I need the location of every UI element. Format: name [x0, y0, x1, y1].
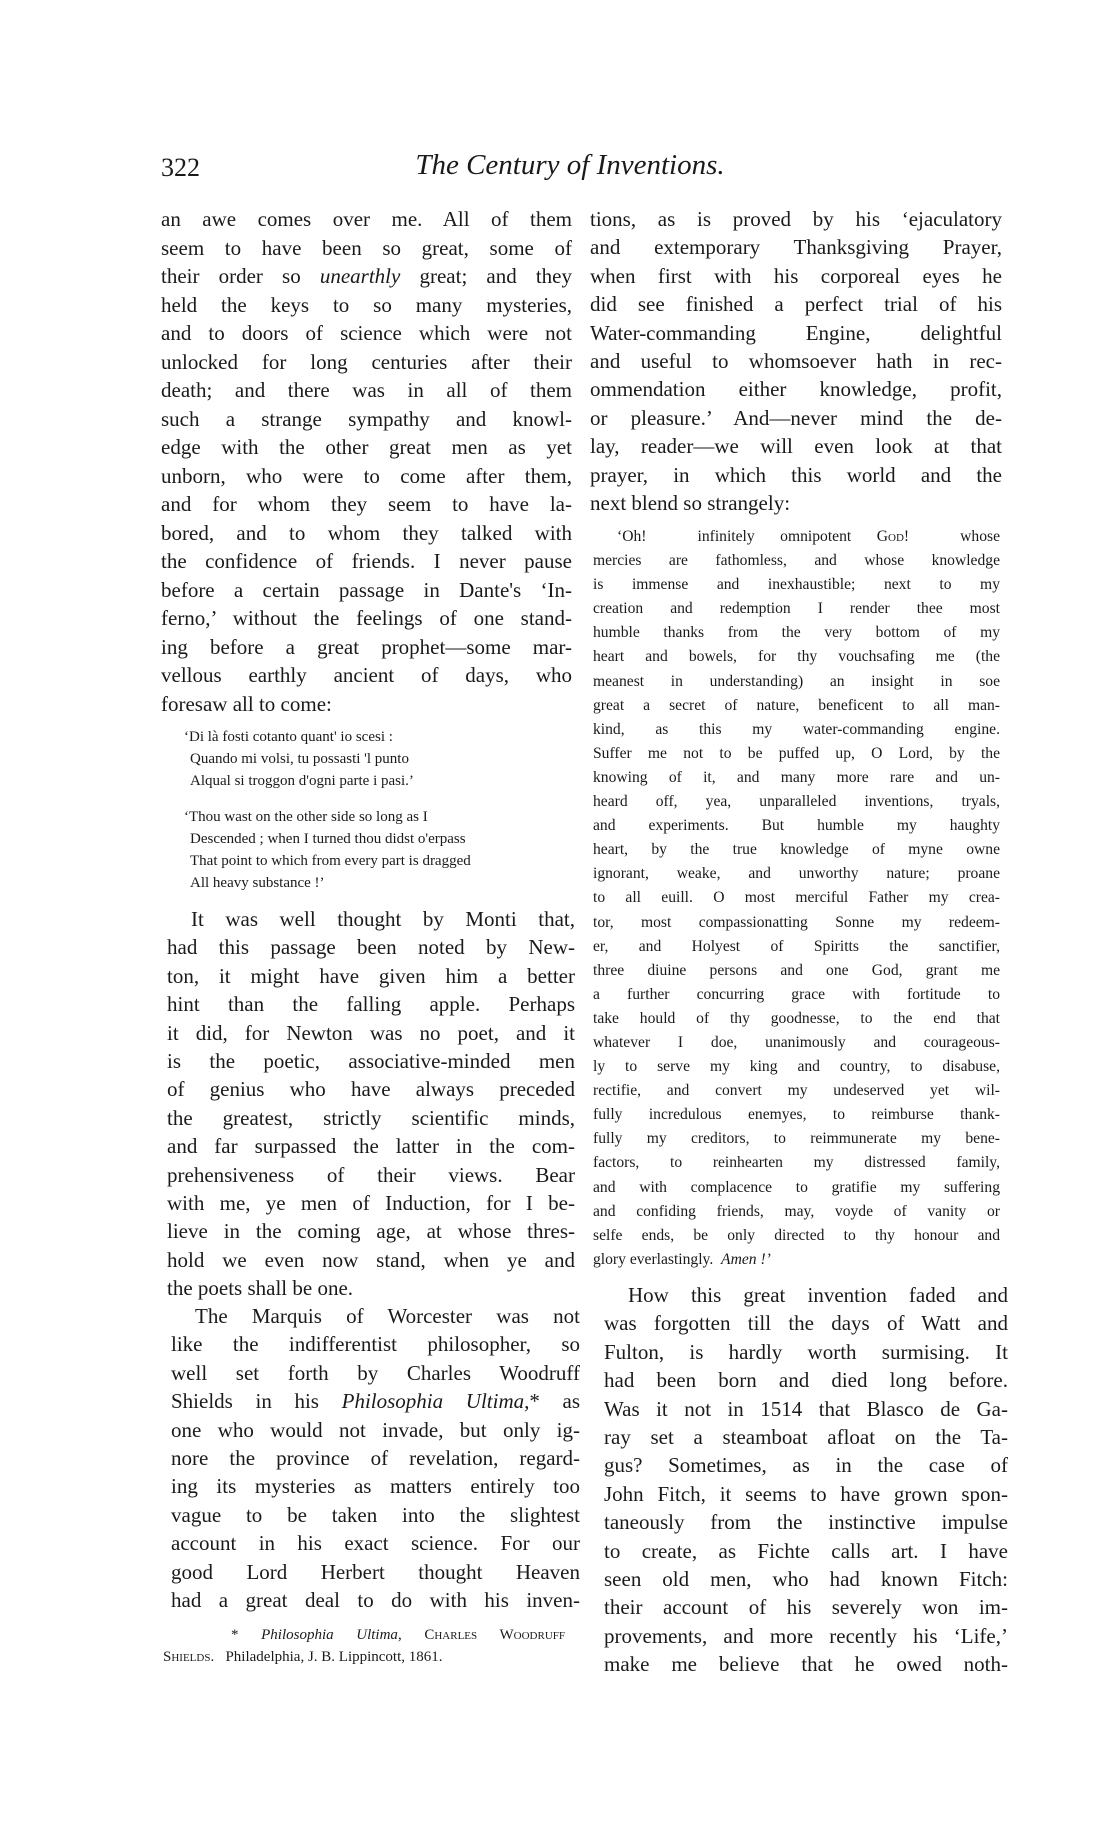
- text-line: That point to which from every part is dragged: [190, 853, 471, 869]
- text-segment: ! whose: [903, 528, 1000, 545]
- text-line: three diuine persons and one God, grant me: [593, 961, 1000, 979]
- text-segment: great; and they: [400, 264, 572, 288]
- text-line: It was well thought by Monti that,: [191, 907, 575, 931]
- italic-text: unearthly: [319, 264, 401, 288]
- text-line: factors, to reinhearten my distressed family,: [593, 1154, 1000, 1172]
- text-segment: glory everlastingly.: [593, 1250, 722, 1268]
- text-line: great a secret of nature, beneficent to all man-: [593, 696, 1000, 714]
- text-line: good Lord Herbert thought Heaven: [171, 1559, 580, 1584]
- italic-text: Amen !’: [721, 1250, 771, 1268]
- text-line: before a certain passage in Dante's ‘In-: [161, 577, 572, 602]
- text-line: did see finished a perfect trial of his: [590, 292, 1002, 317]
- text-segment: * as: [529, 1389, 580, 1414]
- text-line: How this great invention faded and: [628, 1283, 1008, 1307]
- text-line: to create, as Fichte calls art. I have: [604, 1538, 1008, 1563]
- text-line: All heavy substance !’: [190, 875, 325, 891]
- text-line: and for whom they seem to have la-: [161, 492, 572, 516]
- text-segment: Philadelphia, J. B. Lippincott, 1861.: [214, 1649, 443, 1665]
- text-segment: ‘Oh! infinitely omnipotent: [617, 528, 877, 545]
- text-line: the confidence of friends. I never pause: [161, 549, 572, 573]
- text-line: such a strange sympathy and knowl-: [161, 406, 572, 431]
- small-caps-text: God: [876, 528, 904, 545]
- right-column-invention-paragraph: [604, 1281, 1008, 1678]
- left-column-marquis-paragraph: [171, 1302, 580, 1614]
- text-line: [161, 262, 572, 291]
- text-line: foresaw all to come:: [161, 691, 332, 716]
- text-line: tor, most compassionatting Sonne my redeem-: [593, 913, 1000, 931]
- text-line: well set forth by Charles Woodruff: [171, 1360, 580, 1385]
- text-line: had this passage been noted by New-: [167, 935, 575, 960]
- text-line: rectifie, and convert my undeserved yet wil-: [593, 1082, 1000, 1100]
- text-line: like the indifferentist philosopher, so: [171, 1332, 580, 1357]
- footnote: [163, 1624, 565, 1668]
- text-line: an awe comes over me. All of them: [161, 207, 572, 231]
- italic-text: Philosophia Ultima,: [341, 1389, 530, 1414]
- text-line: Alqual si troggon d'ogni parte i pasi.’: [190, 773, 414, 789]
- text-line: meanest in understanding) an insight in soe: [593, 672, 1000, 690]
- text-line: their account of his severely won im-: [604, 1595, 1008, 1620]
- text-line: Quando mi volsi, tu possasti 'l punto: [190, 751, 409, 767]
- text-line: and extemporary Thanksgiving Prayer,: [590, 235, 1002, 260]
- text-line: and with complacence to gratifie my suffering: [593, 1178, 1000, 1196]
- text-line: prayer, in which this world and the: [590, 462, 1002, 487]
- text-line: vellous earthly ancient of days, who: [161, 663, 572, 687]
- text-line: when first with his corporeal eyes he: [590, 263, 1002, 288]
- text-line: and far surpassed the latter in the com-: [167, 1134, 575, 1159]
- text-line: next blend so strangely:: [590, 490, 791, 515]
- text-line: the greatest, strictly scientific minds,: [167, 1105, 575, 1130]
- text-line: ing before a great prophet—some mar-: [161, 634, 572, 659]
- text-line: ray set a steamboat afloat on the Ta-: [604, 1424, 1008, 1449]
- text-line: and confiding friends, may, voyde of vanity or: [593, 1202, 1000, 1220]
- small-caps-text: Shields.: [163, 1649, 215, 1665]
- text-line: tions, as is proved by his ‘ejaculatory: [590, 207, 1002, 231]
- text-line: [593, 525, 1000, 549]
- text-line: selfe ends, be only directed to thy honour and: [593, 1226, 1000, 1244]
- text-line: seen old men, who had known Fitch:: [604, 1566, 1008, 1591]
- text-line: fully my creditors, to reimmunerate my bene-: [593, 1130, 1000, 1148]
- text-line: and experiments. But humble my haughty: [593, 817, 1000, 835]
- text-line: gus? Sometimes, as in the case of: [604, 1453, 1008, 1478]
- text-line: ignorant, weake, and unworthy nature; proane: [593, 865, 1000, 883]
- text-line: take hould of thy goodnesse, to the end that: [593, 1009, 1000, 1027]
- text-line: had been born and died long before.: [604, 1368, 1008, 1393]
- text-segment: *: [163, 1627, 262, 1643]
- text-line: whatever I doe, unanimously and courageous-: [593, 1033, 1000, 1051]
- text-line: ly to serve my king and country, to disabuse,: [593, 1058, 1000, 1076]
- text-line: unborn, who were to come after them,: [161, 463, 572, 488]
- text-line: provements, and more recently his ‘Life,’: [604, 1623, 1008, 1648]
- text-line: of genius who have always preceded: [167, 1077, 575, 1102]
- text-segment: their order so: [161, 264, 320, 288]
- text-line: [171, 1387, 580, 1415]
- text-line: and useful to whomsoever hath in rec-: [590, 348, 1002, 373]
- text-line: ‘Thou wast on the other side so long as I: [184, 809, 428, 825]
- text-line: The Marquis of Worcester was not: [195, 1304, 580, 1328]
- dante-italian-quote: [184, 726, 584, 792]
- text-line: heart and bowels, for thy vouchsafing me (the: [593, 648, 1000, 666]
- left-column-monti-paragraph: [167, 905, 575, 1302]
- text-line: Descended ; when I turned thou didst o'erpass: [190, 831, 466, 847]
- text-line: the poets shall be one.: [167, 1276, 354, 1301]
- text-line: kind, as this my water-commanding engine.: [593, 720, 1000, 738]
- text-line: mercies are fathomless, and whose knowledge: [593, 552, 1000, 570]
- text-line: or pleasure.’ And—never mind the de-: [590, 405, 1002, 430]
- text-line: hold we even now stand, when ye and: [167, 1247, 575, 1272]
- text-line: had a great deal to do with his inven-: [171, 1587, 580, 1612]
- right-column-text-top: [590, 205, 1002, 517]
- text-line: [593, 1248, 1000, 1272]
- prayer-quotation: [593, 525, 1000, 1272]
- text-line: a further concurring grace with fortitude to: [593, 985, 1000, 1003]
- page-number: 322: [161, 153, 200, 182]
- text-segment: Shields in his: [171, 1389, 342, 1414]
- text-line: is the poetic, associative-minded men: [167, 1048, 575, 1073]
- small-caps-text: Charles Woodruff: [424, 1627, 565, 1643]
- text-line: was forgotten till the days of Watt and: [604, 1311, 1008, 1336]
- text-line: account in his exact science. For our: [171, 1531, 580, 1556]
- text-line: nore the province of revelation, regard-: [171, 1445, 580, 1470]
- text-line: lieve in the coming age, at whose thres-: [167, 1219, 575, 1244]
- text-line: Suffer me not to be puffed up, O Lord, by the: [593, 744, 1000, 762]
- text-line: ferno,’ without the feelings of one stand-: [161, 606, 572, 630]
- text-line: lay, reader—we will even look at that: [590, 434, 1002, 459]
- running-title: The Century of Inventions.: [415, 149, 725, 181]
- text-line: is immense and inexhaustible; next to my: [593, 576, 1000, 594]
- text-line: one who would not invade, but only ig-: [171, 1417, 580, 1442]
- text-line: [163, 1624, 565, 1646]
- text-line: held the keys to so many mysteries,: [161, 292, 572, 317]
- text-line: with me, ye men of Induction, for I be-: [167, 1190, 575, 1215]
- text-line: edge with the other great men as yet: [161, 435, 572, 459]
- text-line: fully incredulous enemyes, to reimburse thank-: [593, 1106, 1000, 1124]
- text-line: John Fitch, it seems to have grown spon-: [604, 1481, 1008, 1506]
- text-line: humble thanks from the very bottom of my: [593, 624, 1000, 642]
- text-line: ommendation either knowledge, profit,: [590, 377, 1002, 402]
- text-line: prehensiveness of their views. Bear: [167, 1162, 575, 1187]
- text-line: vague to be taken into the slightest: [171, 1502, 580, 1527]
- text-line: ton, it might have given him a better: [167, 963, 575, 988]
- text-line: and to doors of science which were not: [161, 321, 572, 345]
- left-column-text-top: [161, 205, 572, 718]
- text-line: seem to have been so great, some of: [161, 235, 572, 260]
- text-line: hint than the falling apple. Perhaps: [167, 992, 575, 1017]
- dante-english-translation: [184, 806, 584, 894]
- text-line: heard off, yea, unparalleled inventions, tryals,: [593, 793, 1000, 811]
- italic-text: Philosophia Ultima: [261, 1627, 398, 1643]
- text-line: er, and Holyest of Spiritts the sanctifier,: [593, 937, 1000, 955]
- text-line: to all euill. O most merciful Father my crea-: [593, 889, 1000, 907]
- text-line: ‘Di là fosti cotanto quant' io scesi :: [184, 729, 393, 745]
- text-line: make me believe that he owed noth-: [604, 1652, 1008, 1677]
- text-line: death; and there was in all of them: [161, 378, 572, 402]
- text-line: Was it not in 1514 that Blasco de Ga-: [604, 1396, 1008, 1421]
- text-line: creation and redemption I render thee most: [593, 600, 1000, 618]
- text-line: bored, and to whom they talked with: [161, 520, 572, 545]
- text-line: ing its mysteries as matters entirely too: [171, 1474, 580, 1499]
- text-line: Fulton, is hardly worth surmising. It: [604, 1339, 1008, 1364]
- text-line: [163, 1646, 565, 1668]
- text-line: heart, by the true knowledge of myne owne: [593, 841, 1000, 859]
- text-line: unlocked for long centuries after their: [161, 349, 572, 374]
- text-line: taneously from the instinctive impulse: [604, 1510, 1008, 1535]
- text-line: it did, for Newton was no poet, and it: [167, 1020, 575, 1045]
- text-line: Water-commanding Engine, delightful: [590, 320, 1002, 345]
- text-segment: ,: [397, 1627, 425, 1643]
- text-line: knowing of it, and many more rare and un-: [593, 768, 1000, 786]
